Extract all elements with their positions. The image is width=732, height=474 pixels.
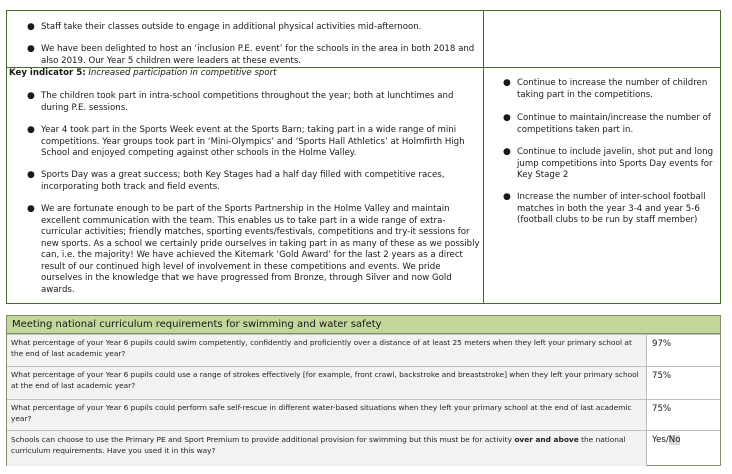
answer-cell: 75% [652, 404, 672, 414]
question-cell: What percentage of your Year 6 pupils could perform safe self-rescue in different water-based situations when they left your primary school at the end of last academic year? [7, 400, 647, 431]
answer-cell: 75% [652, 371, 672, 381]
table-row [7, 399, 720, 431]
list-item: ● Sports Day was a great success; both Key Stages had a half day filled with competitive races, incorporating both track and field events. [27, 170, 445, 192]
highlighted-answer: No [668, 435, 681, 445]
row-divider-right [483, 67, 720, 68]
list-item: ● Year 4 took part in the Sports Week event at the Sports Barn; taking part in a wide range of mini competitions. Year groups took part in ‘Mini-Olympics’ and ‘Sports Hall Athletics’ at Holmfirth High School and enjoyed competing against other schools in the Holme Valley. [27, 125, 465, 158]
answer-cell: Yes/No [652, 435, 681, 445]
question-cell: What percentage of your Year 6 pupils could swim competently, confidently and proficiently over a distance of at least 25 meters when they left your primary school at the end of last academic year? [7, 335, 647, 367]
bullet-icon: ● [503, 78, 511, 88]
swimming-heading: Meeting national curriculum requirements for swimming and water safety [7, 316, 720, 334]
question-cell: Schools can choose to use the Primary PE and Sport Premium to provide additional provision for swimming but this must be for activity over and above the national curriculum requirements. Have you used it in this way? [7, 431, 647, 466]
table-row [7, 366, 720, 400]
key-indicator-heading: Key indicator 5: Increased participation in competitive sport [9, 68, 277, 78]
bullet-icon: ● [503, 113, 511, 123]
list-item: ● Continue to increase the number of children taking part in the competitions. [503, 78, 708, 100]
swimming-table [6, 315, 721, 466]
bullet-icon: ● [27, 125, 35, 135]
bullet-icon: ● [27, 44, 35, 54]
key-indicator-table [6, 10, 721, 304]
list-item: ● Continue to include javelin, shot put and long jump competitions into Sports Day events for Key Stage 2 [503, 147, 714, 180]
bullet-icon: ● [503, 147, 511, 157]
bullet-icon: ● [27, 22, 35, 32]
list-item: ● Staff take their classes outside to engage in additional physical activities mid-afternoon. [27, 22, 422, 32]
question-cell: What percentage of your Year 6 pupils could use a range of strokes effectively [for example, front crawl, backstroke and breaststroke] when they left your primary school at the end of last academic year? [7, 367, 647, 400]
bullet-icon: ● [27, 204, 35, 214]
bullet-icon: ● [27, 91, 35, 101]
list-item: ● We are fortunate enough to be part of the Sports Partnership in the Holme Valley and maintain excellent communication with the team. This enables us to take part in a wide range of extra-curricular activities; friendly matches, sporting events/festivals, competitions and try-it sessions for new sports. As a school we certainly pride ourselves in taking part in as many of these as we possibly can, i.e. the majority! We have achieved the Kitemark ‘Gold Award’ for the last 2 years as a direct result of our continued high level of involvement in these competitions and events. We pride ourselves in the knowledge that we have progressed from Bronze, through Silver and now Gold awards. [27, 204, 480, 295]
table-row [7, 334, 720, 367]
answer-cell: 97% [652, 339, 672, 349]
list-item: ● Continue to maintain/increase the number of competitions taken part in. [503, 113, 711, 135]
column-divider [483, 11, 484, 303]
list-item: ● The children took part in intra-school competitions throughout the year; both at lunchtimes and during P.E. sessions. [27, 91, 454, 113]
bullet-icon: ● [27, 170, 35, 180]
list-item: ● We have been delighted to host an ‘inclusion P.E. event’ for the schools in the area in both 2018 and also 2019. Our Year 5 children were leaders at these events. [27, 44, 475, 66]
table-row [7, 430, 720, 466]
bullet-icon: ● [503, 192, 511, 202]
list-item: ● Increase the number of inter-school football matches in both the year 3-4 and year 5-6 (football clubs to be run by staff member) [503, 192, 706, 225]
